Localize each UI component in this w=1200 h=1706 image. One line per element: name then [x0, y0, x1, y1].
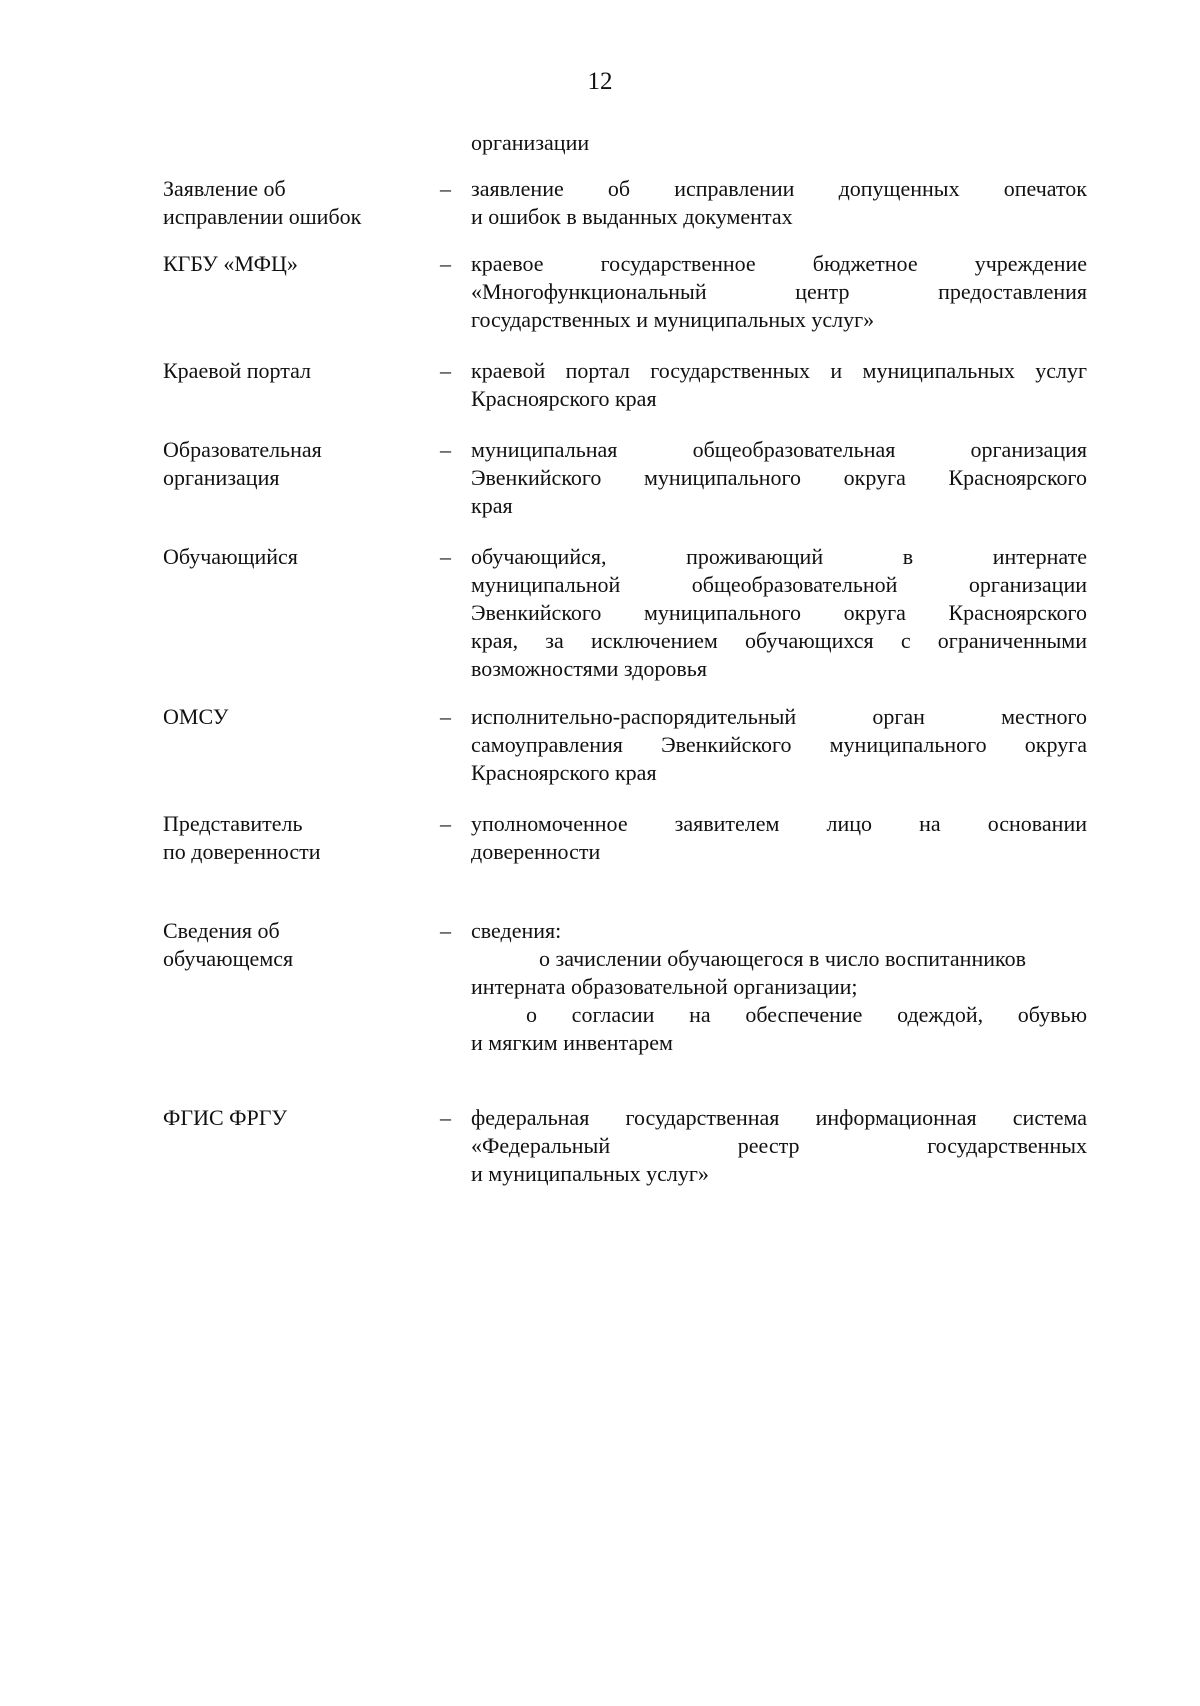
- entry-term: [163, 917, 423, 973]
- entry-dash: –: [440, 704, 451, 729]
- entry-term: [163, 175, 423, 231]
- term-line: Обучающийся: [163, 544, 298, 569]
- entry-dash: –: [440, 811, 451, 836]
- entry-definition: [471, 543, 1087, 683]
- entry-term: [163, 810, 423, 866]
- definition-line: исполнительно-распорядительный орган местного: [471, 704, 1087, 729]
- definition-line: самоуправления Эвенкийского муниципального округа: [471, 732, 1087, 757]
- entry-term: [163, 1104, 423, 1132]
- definition-line: Красноярского края: [471, 760, 657, 785]
- entry-dash: –: [440, 437, 451, 462]
- term-line: Краевой портал: [163, 358, 312, 383]
- entry-definition: [471, 917, 1087, 1057]
- definition-line: «Многофункциональный центр предоставления: [471, 279, 1087, 304]
- definition-line: федеральная государственная информационная система: [471, 1105, 1087, 1130]
- entry-definition: [471, 250, 1087, 334]
- term-line: Заявление об: [163, 176, 286, 201]
- definition-line: Эвенкийского муниципального округа Красноярского: [471, 465, 1087, 490]
- entry-definition: [471, 436, 1087, 520]
- term-line: по доверенности: [163, 839, 321, 864]
- term-line: КГБУ «МФЦ»: [163, 251, 298, 276]
- term-line: исправлении ошибок: [163, 204, 362, 229]
- entry-term: [163, 543, 423, 571]
- entry-definition: [471, 703, 1087, 787]
- definition-line: краевое государственное бюджетное учреждение: [471, 251, 1087, 276]
- page-number: 12: [587, 68, 613, 95]
- entry-definition: [471, 357, 1087, 413]
- term-line: ОМСУ: [163, 704, 229, 729]
- definition-line: обучающийся, проживающий в интернате: [471, 544, 1087, 569]
- definition-line: уполномоченное заявителем лицо на основании: [471, 811, 1087, 836]
- entry-dash: –: [440, 918, 451, 943]
- entry-term: [163, 703, 423, 731]
- definition-line: Эвенкийского муниципального округа Красноярского: [471, 600, 1087, 625]
- definition-line: о зачислении обучающегося в число воспитанников: [539, 946, 1026, 971]
- entry-definition: [471, 810, 1087, 866]
- term-line: Представитель: [163, 811, 303, 836]
- entry-dash: –: [440, 176, 451, 201]
- entry-term: [163, 436, 423, 492]
- definition-line: муниципальной общеобразовательной организации: [471, 572, 1087, 597]
- term-line: ФГИС ФРГУ: [163, 1105, 288, 1130]
- definition-line: интерната образовательной организации;: [471, 974, 858, 999]
- definition-line: и ошибок в выданных документах: [471, 204, 793, 229]
- definition-line: и мягким инвентарем: [471, 1030, 673, 1055]
- term-line: обучающемся: [163, 946, 294, 971]
- definition-line: краевой портал государственных и муниципальных услуг: [471, 358, 1087, 383]
- entry-term: [163, 357, 423, 385]
- entry-definition: [471, 1104, 1087, 1188]
- entry-dash: –: [440, 1105, 451, 1130]
- entry-dash: –: [440, 251, 451, 276]
- entry-dash: –: [440, 358, 451, 383]
- definition-line: государственных и муниципальных услуг»: [471, 307, 875, 332]
- definition-line: Красноярского края: [471, 386, 657, 411]
- definition-line: о согласии на обеспечение одеждой, обувью: [526, 1002, 1087, 1027]
- continuation-text: организации: [471, 130, 590, 155]
- definition-line: муниципальная общеобразовательная организация: [471, 437, 1087, 462]
- definition-line: края, за исключением обучающихся с ограниченными: [471, 628, 1087, 653]
- definition-line: и муниципальных услуг»: [471, 1161, 709, 1186]
- entry-definition: [471, 175, 1087, 231]
- definition-line: доверенности: [471, 839, 601, 864]
- definition-line: возможностями здоровья: [471, 656, 707, 681]
- term-line: Сведения об: [163, 918, 280, 943]
- term-line: организация: [163, 465, 280, 490]
- definition-line: сведения:: [471, 918, 562, 943]
- term-line: Образовательная: [163, 437, 322, 462]
- entry-term: [163, 250, 423, 278]
- definition-line: заявление об исправлении допущенных опечаток: [471, 176, 1087, 201]
- entry-dash: –: [440, 544, 451, 569]
- definition-line: «Федеральный реестр государственных: [471, 1133, 1087, 1158]
- definition-line: края: [471, 493, 513, 518]
